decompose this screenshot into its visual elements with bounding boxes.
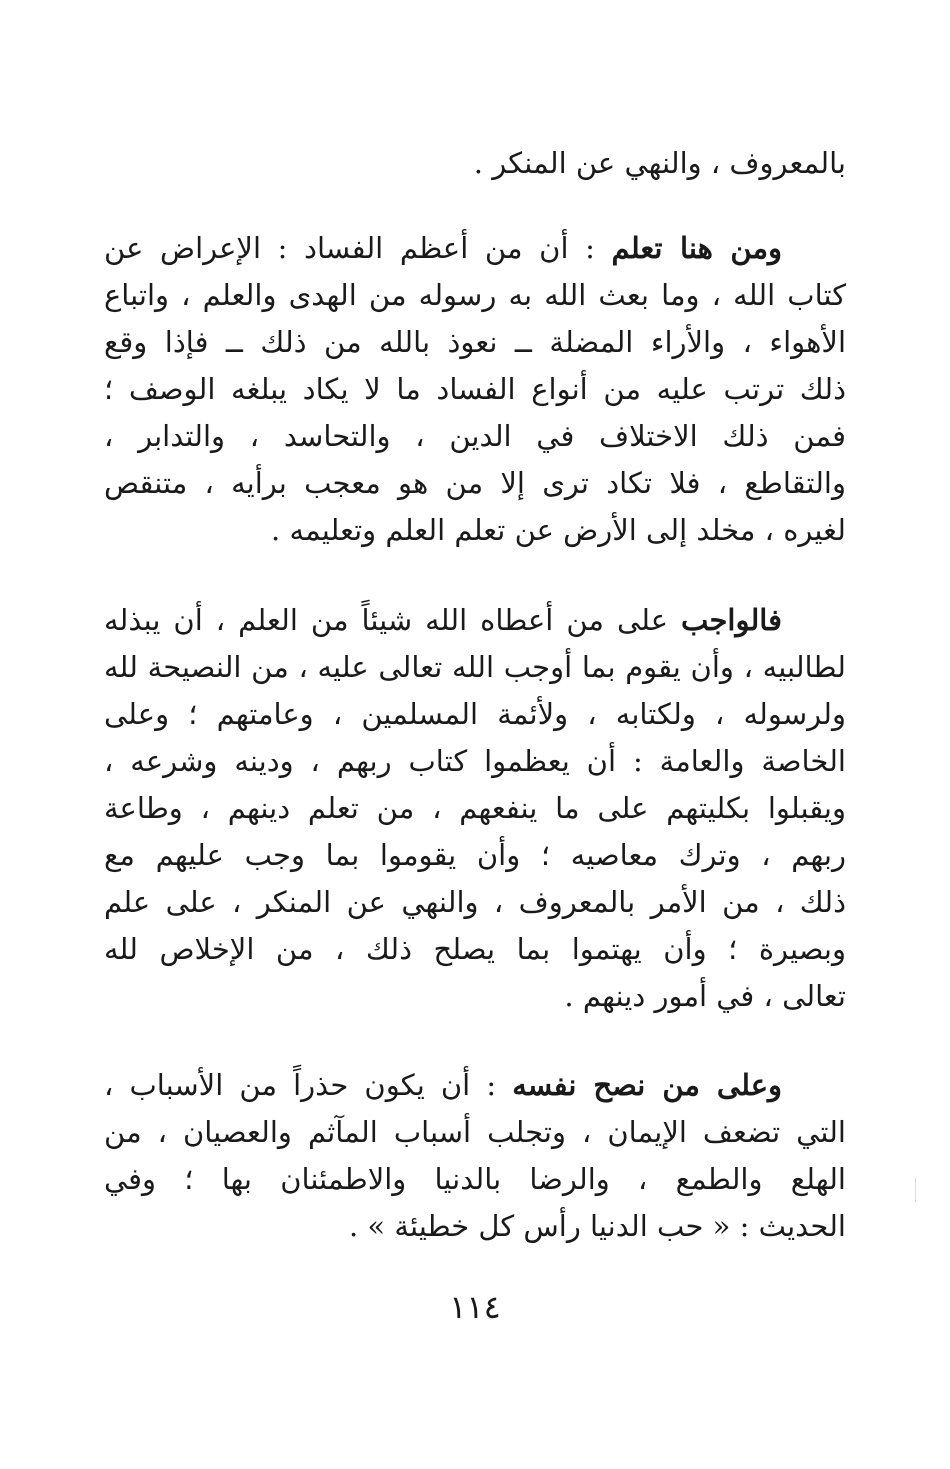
text-line: [104, 225, 846, 272]
text-line: الخاصة والعامة : أن يعظموا كتاب ربهم ، ودينه وشرعه ،: [104, 744, 846, 778]
text-line: فمن ذلك الاختلاف في الدين ، والتحاسد ، والتدابر ،: [104, 419, 846, 453]
text-line: لطالبيه ، وأن يقوم بما أوجب الله تعالى عليه ، من النصيحة لله: [104, 650, 846, 684]
text-line: التي تضعف الإيمان ، وتجلب أسباب المآثم والعصيان ، من: [104, 1115, 846, 1149]
text-line: كتاب الله ، وما بعث الله به رسوله من الهدى والعلم ، واتباع: [104, 278, 846, 312]
text-line: [104, 1062, 846, 1109]
paragraph-self-advice: [104, 1062, 846, 1250]
page-number: ١١٤: [449, 1288, 501, 1326]
text-line: الأهواء ، والأراء المضلة ــ نعوذ بالله من ذلك ــ فإذا وقع: [104, 325, 846, 359]
paragraph-obligation: [104, 597, 846, 1020]
text-line: ويقبلوا بكليتهم على ما ينفعهم ، من تعلم دينهم ، وطاعة: [104, 791, 846, 825]
margin-mark: [915, 1178, 922, 1202]
paragraph-lead: ومن هنا تعلم: [611, 231, 782, 265]
text-line-rest: : أن من أعظم الفساد : الإعراض عن: [104, 231, 612, 265]
text-line: ربهم ، وترك معاصيه ؛ وأن يقوموا بما وجب عليهم مع: [104, 838, 846, 872]
text-line: وبصيرة ؛ وأن يهتموا بما يصلح ذلك ، من الإخلاص لله: [104, 932, 846, 966]
text-line: الحديث : « حب الدنيا رأس كل خطيئة » .: [349, 1209, 846, 1243]
paragraph-continuation: [104, 140, 846, 187]
text-line-rest: : أن يكون حذراً من الأسباب ،: [104, 1068, 513, 1102]
text-line-rest: على من أعطاه الله شيئاً من العلم ، أن يبذله: [104, 603, 682, 637]
text-line: لغيره ، مخلد إلى الأرض عن تعلم العلم وتعليمه .: [271, 513, 846, 547]
text-line: ذلك ترتب عليه من أنواع الفساد ما لا يكاد يبلغه الوصف ؛: [104, 372, 846, 406]
text-line: والتقاطع ، فلا تكاد ترى إلا من هو معجب برأيه ، متنقص: [104, 466, 846, 500]
paragraph-corruption: [104, 225, 846, 554]
text-line: ولرسوله ، ولكتابه ، ولأئمة المسلمين ، وعامتهم ؛ وعلى: [104, 697, 846, 731]
paragraph-lead: وعلى من نصح نفسه: [512, 1068, 783, 1102]
text-line: الهلع والطمع ، والرضا بالدنيا والاطمئنان بها ؛ وفي: [104, 1162, 846, 1196]
text-line: تعالى ، في أمور دينهم .: [564, 979, 846, 1013]
text-line: ذلك ، من الأمر بالمعروف ، والنهي عن المنكر ، على علم: [104, 885, 846, 919]
paragraph-lead: فالواجب: [681, 603, 782, 637]
text-line: بالمعروف ، والنهي عن المنكر .: [473, 146, 846, 180]
text-line: [104, 597, 846, 644]
